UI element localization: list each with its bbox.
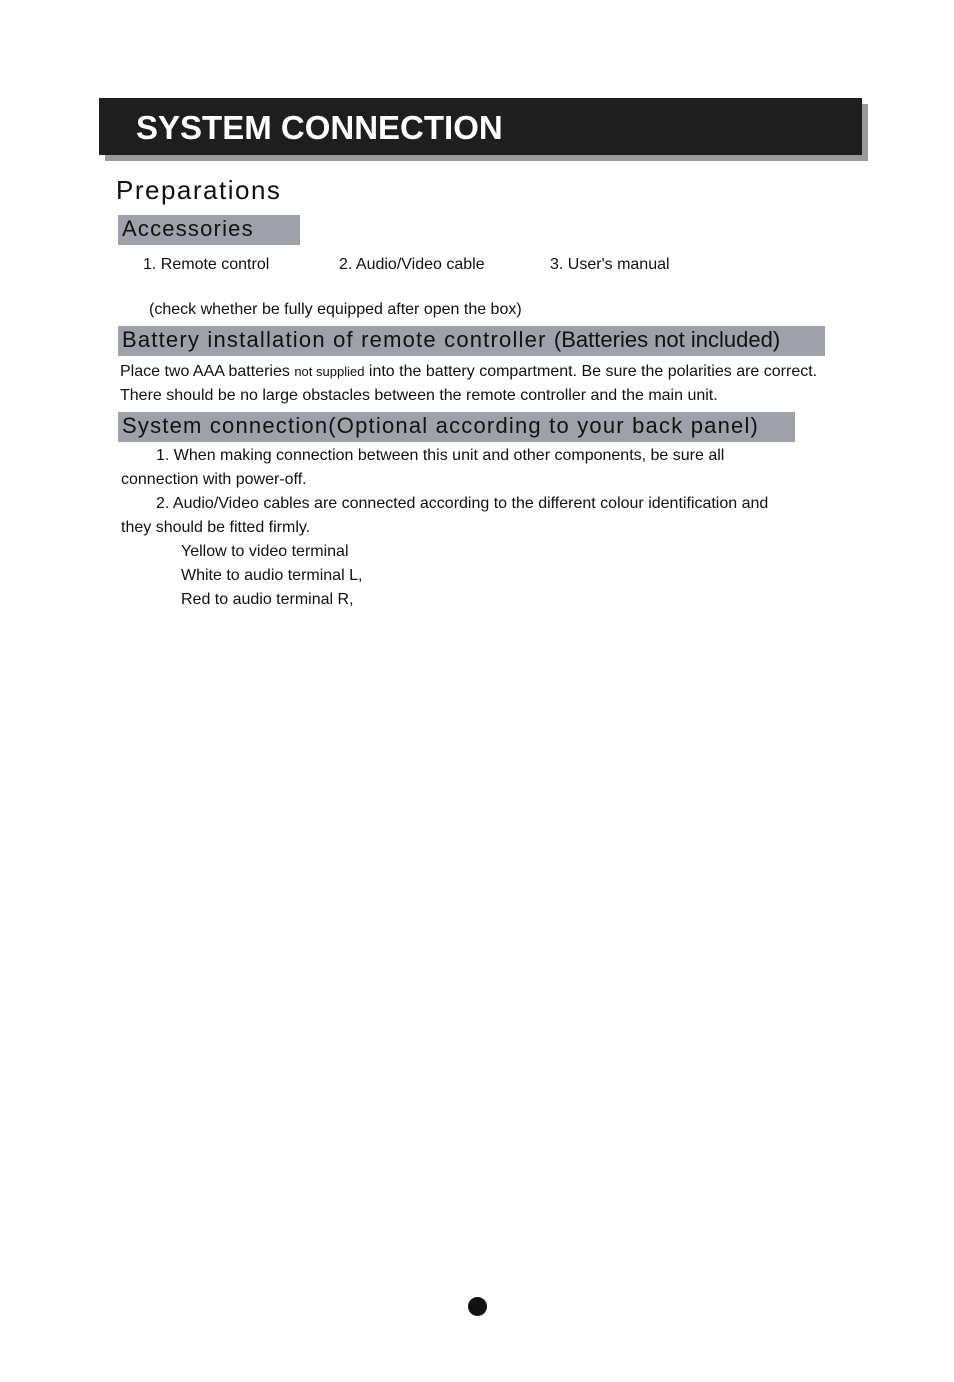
system-item-2-line-1: 2. Audio/Video cables are connected according to the different colour identification and [156,495,769,512]
battery-line-1-start: Place two AAA batteries [120,363,290,380]
accessory-item-remote: 1. Remote control [143,256,270,273]
color-red-audio-r: Red to audio terminal R, [181,591,354,608]
page-marker-dot [468,1297,487,1316]
system-item-1-line-1: 1. When making connection between this unit and other components, be sure all [156,447,725,464]
preparations-heading: Preparations [116,175,282,205]
accessory-item-av-cable: 2. Audio/Video cable [339,256,485,273]
battery-heading-suffix: (Batteries not included) [553,327,781,352]
color-yellow-video: Yellow to video terminal [181,543,349,560]
accessories-label: Accessories [122,216,254,241]
battery-heading [122,327,780,353]
battery-line-1-end: into the battery compartment. Be sure the polarities are correct. [368,363,818,380]
system-connection-bar [118,412,795,442]
battery-line-1 [120,363,817,381]
battery-bar [118,326,825,356]
accessories-bar [118,215,300,245]
accessory-item-manual: 3. User's manual [550,256,670,273]
system-item-1-line-2: connection with power-off. [121,471,307,488]
color-white-audio-l: White to audio terminal L, [181,567,363,584]
battery-line-2: There should be no large obstacles between the remote controller and the main unit. [120,387,718,404]
system-item-2-line-2: they should be fitted firmly. [121,519,311,536]
title-banner [99,98,862,155]
system-connection-heading: System connection(Optional according to your back panel) [122,413,760,438]
battery-heading-prefix: Battery installation of remote controller [122,327,547,352]
page-title: SYSTEM CONNECTION [136,109,503,146]
battery-line-1-small: not supplied [294,364,365,379]
accessories-note: (check whether be fully equipped after open the box) [149,301,522,318]
